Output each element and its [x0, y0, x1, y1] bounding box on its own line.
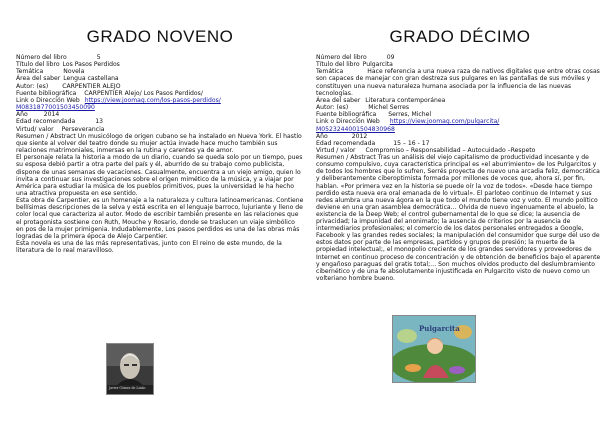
summary-right	[316, 154, 600, 282]
field-value: CARPENTIER ALEJO	[62, 82, 121, 90]
field-label: Fuente bibliográfica	[16, 89, 77, 97]
field-label: Autor: (es)	[16, 82, 49, 90]
age-label: Edad recomendada	[16, 118, 76, 126]
summary-left	[16, 133, 304, 255]
web-link[interactable]: https://view.joomag.com/los-pasos-perdidos/	[84, 96, 221, 104]
field-value: Pulgarcita	[362, 61, 393, 69]
right-column	[316, 0, 600, 282]
field-label: Temática	[16, 68, 44, 76]
summary-paragraph: Resumen / Abstract Tras un análisis del viejo capitalismo de productividad incesante y de consumo compulsivo, cuya característica principal es «el aburrimiento» de los Pulgarcitos y de todos los hombres que lo sufren, Serrés proyecta de nuevo una arcadia feliz, democrática y deliberantemente ciberoptimista formada por millones de voces que, ahora sí, por fin, hablan. «Por primera vez en la historia se puede oír la voz de todos». «Desde hace tiempo perdido esta nueva era oral emanada de lo virtual». El parloteo continuo de Internet y sus redes alumbra una nueva ágora en la que todo el mundo tiene voz y voto. El mundo político deviene en una gran asamblea democrática… Olvida de nuevo ingenuamente el abuelo, la existencia de la Deep Web; el control gubernamental de lo que se dice; la ausencia de privacidad; la impunidad del anonimato; la ausencia de criterios por la ausencia de intermediarios profesionales; el comercio de los datos personales entregados a Google, Facebook y las grandes redes sociales; la manipulación del consumidor que surge del uso de estos datos por parte de las empresas, partidos y grupos de presión; la muerte de la propiedad intelectual;, el monopolio creciente de los grandes servidores y proveedores de Internet en continuo proceso de concentración y de obtención de beneficios bajo el aparente y engañoso paraguas del gratis total;… Son muchos olvidos producto del deslumbramiento cibernético y de una fe absolutamente injustificada en Pulgarcito visto de nuevo como un volteriano hombre bueno.	[316, 154, 600, 282]
link-row	[316, 118, 600, 125]
year-value: 2012	[351, 132, 368, 140]
grade-title-noveno: GRADO NOVENO	[86, 27, 234, 46]
link-id[interactable]: M0831877001503450090	[16, 104, 95, 112]
field-value: Serres, Michel	[388, 111, 432, 119]
summary-paragraph: Resumen / Abstract Un musicólogo de origen cubano se ha instalado en Nueva York. El hastío que siente al volver del teatro donde su mujer actúa invade hace mucho también sus relaciones matrimoniales, inmersas en la rutina y carentes ya de amor.	[16, 132, 302, 155]
field-label: Fuente bibliográfica	[316, 111, 377, 119]
virtue-label: Virtud / valor	[316, 147, 356, 155]
field-label: Área del saber	[316, 96, 361, 104]
field-value: 09	[386, 54, 395, 61]
book-metadata-right-2	[316, 97, 600, 154]
theme-value: Hace referencia a una nueva raza de nativos digitales que entre otras cosas son capaces de manejar con gran destreza sus pulgares en las pantallas de sus móviles y constituyen una nueva naturaleza humana asociada por la influencia de las nuevas tecnologías.	[316, 68, 600, 97]
link-row	[16, 97, 304, 104]
web-link[interactable]: https://view.joomag.com/pulgarcita/	[389, 118, 500, 126]
link-label: Link o Dirección Web	[16, 96, 80, 104]
field-row	[16, 75, 304, 82]
summary-paragraph: Esta novela es una de las más representativas, junto con El reino de este mundo, de la literatura de lo real maravilloso.	[16, 240, 282, 255]
age-row	[16, 118, 304, 125]
field-label: Número del libro	[316, 54, 367, 61]
field-label: Autor: (es)	[316, 104, 349, 112]
field-value: Michel Serres	[368, 104, 410, 112]
age-value: 13	[95, 118, 103, 126]
field-row	[16, 90, 304, 97]
cover-title-text: Pulgarcita	[419, 324, 460, 333]
link-label: Link o Dirección Web	[316, 118, 380, 126]
field-value: 5	[96, 54, 101, 61]
field-value: Novela	[63, 68, 85, 76]
field-row	[16, 83, 304, 90]
left-column	[16, 0, 304, 254]
field-value: Lengua castellana	[63, 75, 119, 83]
year-label: Año	[316, 132, 328, 140]
year-row	[316, 133, 600, 140]
theme-paragraph	[316, 68, 600, 97]
field-label: Título del libro	[16, 61, 60, 69]
book-metadata-right	[316, 54, 600, 68]
virtue-value: Perseverancia	[61, 125, 105, 133]
link-id[interactable]: M0523244001504830968	[316, 125, 395, 133]
virtue-value: Compromiso – Responsabilidad – Autocuidado –Respeto	[365, 147, 536, 155]
year-row	[16, 111, 304, 118]
summary-paragraph: El personaje relata la historia a modo de un diario, cuando se queda solo por un tiempo, pues su esposa debió partir a otra parte del país y él, aburrido de su trabajo como publicista, dispone de unas semanas de vacaciones. Casualmente, encuentra a un viejo amigo, quien lo invita a continuar sus investigaciones sobre el origen mimético de la música, y a viajar por América para estudiar la música de los pueblos primitivos, pues la universidad le ha hecho una atractiva propuesta en ese sentido.	[16, 154, 303, 197]
field-label: Título del libro	[316, 61, 360, 69]
field-value: Los Pasos Perdidos	[62, 61, 120, 69]
book-metadata-left	[16, 54, 304, 133]
summary-paragraph: Esta obra de Carpentier, es un homenaje a la naturaleza y cultura latinoamericanas. Contiene bellísimas descripciones de la selva y está escrita en el lenguaje barroco, lujuriante y lleno de color local que caracteriza al autor. Modo de escribir también presente en las relaciones que el protagonista sostiene con Ruth, Mouche y Rosario, donde se traslucen un viaje simbólico en pos de la mujer primigenia. Indudablemente, Los pasos perdidos es una de las obras más logradas de la primera época de Alejo Carpentier.	[16, 197, 304, 240]
year-label: Año	[16, 111, 28, 119]
field-row	[16, 61, 304, 68]
book-cover-los-pasos-perdidos	[106, 343, 154, 395]
grade-title-decimo: GRADO DÉCIMO	[389, 27, 531, 46]
age-row	[316, 140, 600, 147]
field-value: CARPENTIER Alejo/ Los Pasos Perdidos/	[84, 89, 203, 97]
virtue-label: Virtud/ valor	[16, 125, 54, 133]
theme-label: Temática	[316, 68, 344, 76]
field-row	[316, 97, 600, 104]
virtue-row	[16, 126, 304, 133]
age-label: Edad recomendada	[316, 139, 376, 147]
field-label: Número del libro	[16, 54, 67, 61]
year-value: 2014	[43, 111, 60, 119]
age-value: 15 – 16 - 17	[393, 139, 430, 147]
cover-author-text: Javier Gómez de Liaño	[109, 386, 146, 390]
field-value: Literatura contemporánea	[365, 96, 446, 104]
field-label: Área del saber	[16, 75, 61, 83]
book-cover-pulgarcita	[392, 315, 476, 383]
